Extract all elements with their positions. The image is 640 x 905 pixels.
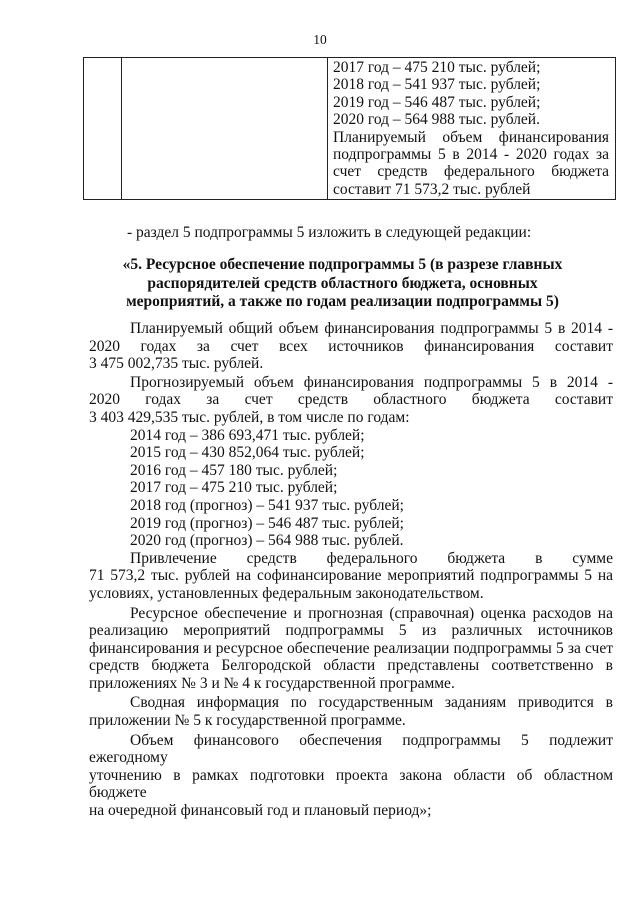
- paragraph-total-funding: [89, 320, 613, 373]
- table-cell-line: составит 71 573,2 тыс. рублей: [333, 180, 531, 198]
- section-body: [89, 320, 613, 820]
- text-line: Сводная информация по государственным заданиям приводится в: [130, 694, 613, 712]
- years-list: [89, 427, 613, 550]
- paragraph-federal-funding: [89, 550, 613, 603]
- table-cell-line: Планируемый объем финансирования: [333, 128, 609, 146]
- table-cell-line: счет средств федерального бюджета: [333, 163, 609, 181]
- table-cell-line: 2017 год – 475 210 тыс. рублей;: [333, 59, 541, 76]
- paragraph-resource-provision: [89, 605, 613, 693]
- text-line: на очередной финансовый год и плановый период»;: [89, 802, 432, 820]
- table-cell-line: 2019 год – 546 487 тыс. рублей;: [333, 93, 541, 111]
- page-number: 10: [313, 32, 327, 47]
- text-line: Ресурсное обеспечение и прогнозная (справочная) оценка расходов на: [130, 604, 613, 622]
- year-line: 2020 год (прогноз) – 564 988 тыс. рублей.: [130, 532, 404, 550]
- text-line: уточнению в рамках подготовки проекта закона области об областном бюджете: [89, 766, 613, 802]
- table-row: [84, 58, 616, 200]
- section-heading: [80, 256, 605, 312]
- year-line: 2016 год – 457 180 тыс. рублей;: [130, 461, 338, 479]
- heading-line: распорядителей средств областного бюджета, основных: [147, 274, 538, 292]
- table-cell-empty-2: [122, 58, 328, 200]
- heading-line: мероприятий, а также по годам реализации подпрограммы 5): [126, 293, 559, 310]
- table-cell-line: 2020 год – 564 988 тыс. рублей.: [333, 111, 540, 129]
- text-line: 3 403 429,535 тыс. рублей, в том числе по годам:: [89, 408, 410, 426]
- year-line: 2015 год – 430 852,064 тыс. рублей;: [130, 444, 365, 462]
- text-line: Прогнозируемый объем финансирования подпрограммы 5 в 2014 -: [130, 373, 613, 391]
- paragraph-annual-adjustment: [89, 732, 613, 820]
- continuation-table: [83, 57, 616, 200]
- text-line: приложениях № 3 и № 4 к государственной программе.: [89, 674, 455, 692]
- year-line: 2017 год – 475 210 тыс. рублей;: [130, 479, 338, 497]
- table-cell-line: подпрограммы 5 в 2014 - 2020 годах за: [333, 146, 609, 164]
- heading-line: «5. Ресурсное обеспечение подпрограммы 5 (в разрезе главных: [122, 256, 563, 273]
- text-line: 2020 годах за счет всех источников финансирования составит: [89, 337, 613, 355]
- text-line: условиях, установленных федеральным законодательством.: [89, 584, 484, 602]
- text-line: Планируемый общий объем финансирования подпрограммы 5 в 2014 -: [130, 320, 613, 337]
- text-line: 3 475 002,735 тыс. рублей.: [89, 355, 264, 373]
- year-line: 2014 год – 386 693,471 тыс. рублей;: [130, 426, 365, 444]
- table-cell-funding: [328, 58, 616, 200]
- table-cell-empty-1: [84, 58, 122, 200]
- text-line: приложении № 5 к государственной программе.: [89, 712, 406, 730]
- year-line: 2018 год (прогноз) – 541 937 тыс. рублей;: [130, 496, 404, 514]
- paragraph-state-assignments: [89, 694, 613, 729]
- text-line: Привлечение средств федерального бюджета в сумме: [130, 549, 613, 567]
- text-line: средств бюджета Белгородской области представлены соответственно в: [89, 657, 613, 675]
- table-cell-line: 2018 год – 541 937 тыс. рублей;: [333, 76, 541, 94]
- text-line: финансирования и ресурсное обеспечение реализации подпрограммы 5 за счет: [89, 639, 613, 657]
- year-line: 2019 год (прогноз) – 546 487 тыс. рублей;: [130, 514, 404, 532]
- text-line: реализацию мероприятий подпрограммы 5 из различных источников: [89, 622, 613, 640]
- text-line: 2020 годах за счет средств областного бюджета составит: [89, 391, 613, 409]
- intro-line: - раздел 5 подпрограммы 5 изложить в следующей редакции:: [127, 224, 532, 241]
- paragraph-regional-funding: [89, 374, 613, 427]
- text-line: 71 573,2 тыс. рублей на софинансирование мероприятий подпрограммы 5 на: [89, 567, 613, 585]
- text-line: Объем финансового обеспечения подпрограммы 5 подлежит ежегодному: [89, 731, 613, 767]
